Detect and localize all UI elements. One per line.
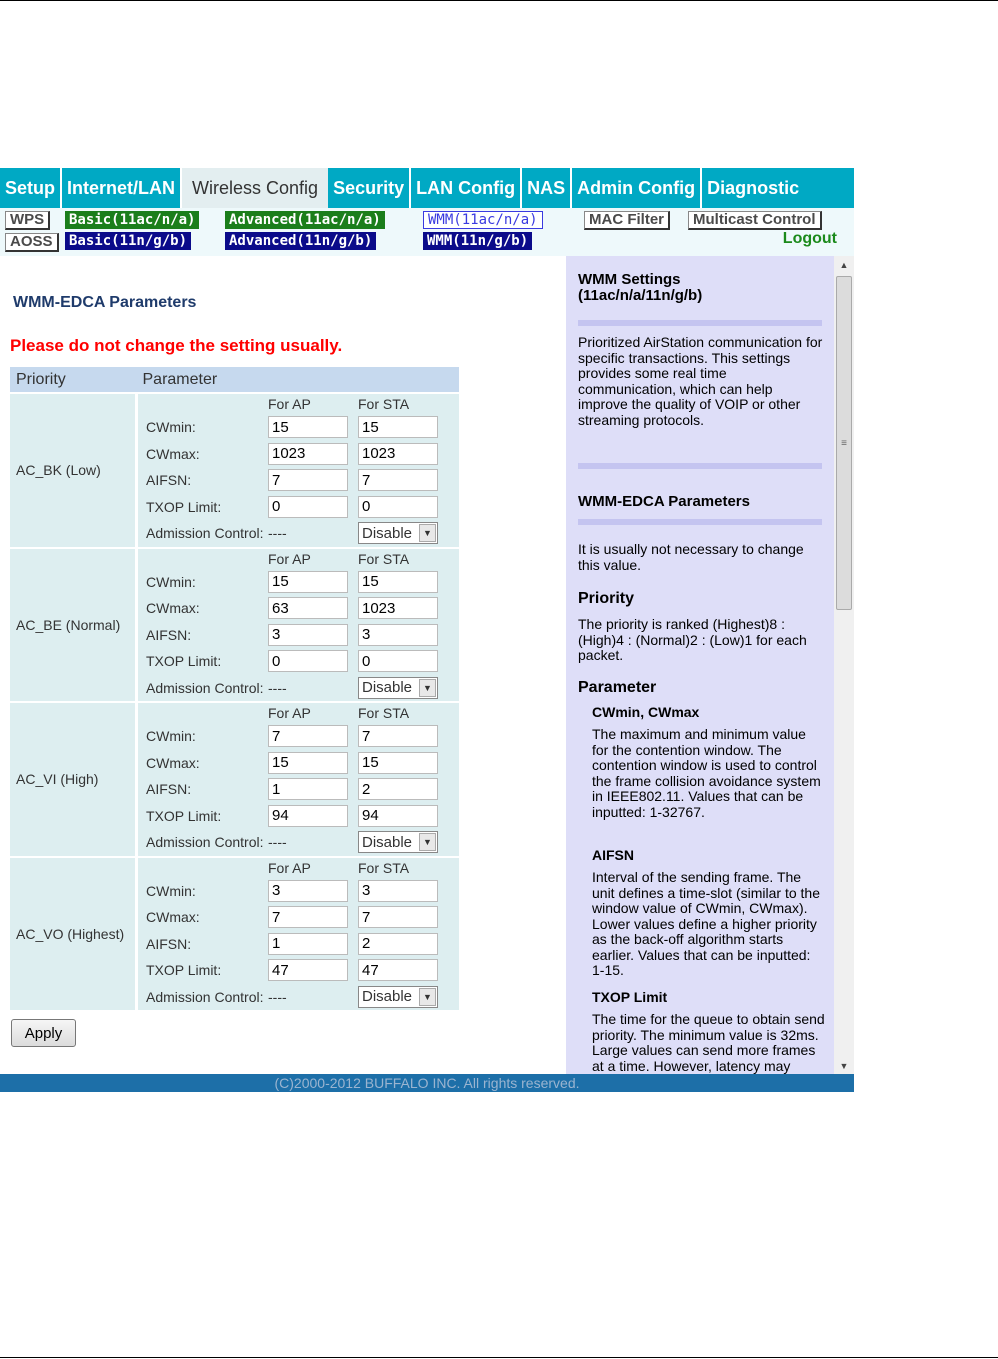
tab-internet-lan[interactable]: Internet/LAN [62,168,182,208]
admission-label: Admission Control: [146,525,264,542]
parameter-grid [138,549,459,702]
aifsn-label: AIFSN: [146,626,192,643]
admission-select[interactable] [358,522,438,544]
header-priority: Priority [10,367,137,393]
apply-button[interactable]: Apply [11,1019,76,1047]
parameter-grid [138,394,459,547]
priority-row [10,393,459,548]
cwmin-ap-input[interactable] [268,416,348,438]
help-aifsn-text: Interval of the sending frame. The unit defines a time-slot (similar to the window value of CWmin, CWmax). Lower values define a higher priority as the back-off algorithm starts earlier. Values that can be inputted: 1-15. [592,869,820,978]
aifsn-sta-input[interactable] [358,469,438,491]
admission-select-value: Disable [362,833,413,851]
subtab-basic-n-label: Basic(11n/g/b) [69,233,188,249]
subtab-wmm-n-label: WMM(11n/g/b) [427,233,529,249]
subtab-basic-n[interactable] [65,232,191,250]
cwmin-label: CWmin: [146,419,196,436]
txop-ap-input[interactable] [268,496,348,518]
parameter-grid [138,703,459,856]
cwmin-ap-input[interactable] [268,725,348,747]
parameter-cell [137,548,460,703]
scroll-up-icon[interactable]: ▲ [839,259,849,270]
txop-label: TXOP Limit: [146,498,222,515]
cwmin-sta-input[interactable] [358,416,438,438]
help-priority-title: Priority [578,590,635,607]
for-ap-label: For AP [268,705,311,721]
help-scrollbar[interactable] [834,256,854,1074]
warning-text: Please do not change the setting usually. [10,336,343,355]
for-ap-label: For AP [268,396,311,412]
subtab-basic-ac-label: Basic(11ac/n/a) [69,212,196,228]
cwmin-ap-input[interactable] [268,571,348,593]
aifsn-sta-input[interactable] [358,624,438,646]
parameter-cell [137,702,460,857]
admission-select[interactable] [358,986,438,1008]
help-title-line1: WMM Settings [578,271,681,288]
admission-ap-value: ---- [268,988,287,1005]
sub-nav [0,208,854,256]
admission-ap-value: ---- [268,834,287,851]
cwmax-ap-input[interactable] [268,752,348,774]
admission-label: Admission Control: [146,834,264,851]
help-divider [578,463,822,469]
admission-select-value: Disable [362,524,413,542]
cwmax-ap-input[interactable] [268,443,348,465]
priority-name: AC_VO (Highest) [10,857,137,1012]
priority-row [10,857,459,1012]
cwmax-sta-input[interactable] [358,597,438,619]
admission-label: Admission Control: [146,988,264,1005]
dropdown-arrow-icon[interactable]: ▼ [419,988,436,1006]
for-sta-label: For STA [358,396,410,412]
aifsn-sta-input[interactable] [358,778,438,800]
help-title-line2: (11ac/n/a/11n/g/b) [578,287,703,304]
subtab-advanced-ac[interactable] [225,211,385,229]
cwmax-ap-input[interactable] [268,906,348,928]
admission-ap-value: ---- [268,679,287,696]
txop-label: TXOP Limit: [146,962,222,979]
for-sta-label: For STA [358,550,410,567]
help-pane [566,256,834,1074]
admission-select[interactable] [358,831,438,853]
cwmax-sta-input[interactable] [358,443,438,465]
logout-link[interactable]: Logout [782,230,837,247]
parameter-cell [137,857,460,1012]
priority-row [10,702,459,857]
header-parameter: Parameter [137,367,460,393]
help-intro: Prioritized AirStation communication for specific transactions. This settings provides some real time communication, which can help improve the quality of VOIP or other streaming protocols. [578,334,823,428]
subtab-aoss[interactable]: AOSS [5,233,59,252]
tab-nas[interactable]: NAS [522,168,572,208]
scroll-down-icon[interactable]: ▼ [839,1060,849,1071]
subtab-mac-filter[interactable]: MAC Filter [584,211,670,230]
txop-label: TXOP Limit: [146,807,222,824]
help-txop-text: The time for the queue to obtain send priority. The minimum value is 32ms. Large values can send more frames at a time. However, latency may [592,1011,825,1074]
priority-row [10,548,459,703]
cwmax-sta-input[interactable] [358,752,438,774]
blank-label [138,703,268,723]
cwmin-ap-input[interactable] [268,880,348,902]
txop-label: TXOP Limit: [146,653,222,670]
dropdown-arrow-icon[interactable]: ▼ [419,833,436,851]
aifsn-label: AIFSN: [146,472,192,489]
cwmax-label: CWmax: [146,754,200,771]
blank-label [138,858,268,878]
txop-ap-input[interactable] [268,805,348,827]
cwmax-label: CWmax: [146,909,200,926]
blank-label [138,394,268,414]
subtab-wmm-ac[interactable] [423,211,543,229]
txop-ap-input[interactable] [268,650,348,672]
cwmin-label: CWmin: [146,728,196,745]
admission-select[interactable] [358,677,438,699]
wmm-edca-table [10,367,459,1012]
txop-sta-input[interactable] [358,959,438,981]
priority-name: AC_BK (Low) [10,393,137,548]
cwmin-sta-input[interactable] [358,880,438,902]
help-aifsn-title: AIFSN [592,847,634,863]
router-admin-window [0,168,854,1092]
for-sta-label: For STA [358,705,410,721]
subtab-advanced-n[interactable] [225,232,376,250]
txop-sta-input[interactable] [358,650,438,672]
parameter-grid [138,858,459,1011]
parameter-cell [137,393,460,548]
cwmax-label: CWmax: [146,600,200,617]
blank-label [138,549,268,569]
txop-ap-input[interactable] [268,959,348,981]
dropdown-arrow-icon[interactable]: ▼ [419,524,436,542]
page-bottom-rule [0,1357,998,1358]
help-divider [578,320,822,326]
subtab-wps[interactable]: WPS [5,211,50,230]
for-sta-label: For STA [358,859,410,876]
aifsn-sta-input[interactable] [358,933,438,955]
footer-copyright: (C)2000-2012 BUFFALO INC. All rights reserved. [0,1074,854,1092]
help-edca-text: It is usually not necessary to change this value. [578,541,804,573]
subtab-advanced-n-label: Advanced(11n/g/b) [229,233,373,249]
admission-select-value: Disable [362,679,413,697]
aifsn-label: AIFSN: [146,935,192,952]
aifsn-ap-input[interactable] [268,933,348,955]
admission-select-value: Disable [362,988,413,1006]
tab-diagnostic[interactable]: Diagnostic [707,177,800,198]
subtab-wmm-ac-label: WMM(11ac/n/a) [428,212,538,228]
page-top-rule [0,0,998,1]
section-title: WMM-EDCA Parameters [13,294,197,311]
cwmin-label: CWmin: [146,573,196,590]
cwmin-label: CWmin: [146,882,196,899]
admission-label: Admission Control: [146,679,264,696]
aifsn-ap-input[interactable] [268,778,348,800]
aifsn-ap-input[interactable] [268,469,348,491]
tab-lan-config[interactable]: LAN Config [411,168,522,208]
dropdown-arrow-icon[interactable]: ▼ [419,679,436,697]
tab-wireless-config[interactable]: Wireless Config [182,168,328,208]
help-txop-title: TXOP Limit [592,989,668,1005]
help-divider [578,519,822,525]
help-priority-text: The priority is ranked (Highest)8 : (High)4 : (Normal)2 : (Low)1 for each packet. [578,616,807,663]
aifsn-ap-input[interactable] [268,624,348,646]
help-parameter-title: Parameter [578,679,657,696]
cwmin-sta-input[interactable] [358,571,438,593]
help-cw-title: CWmin, CWmax [592,704,700,720]
txop-sta-input[interactable] [358,496,438,518]
priority-name: AC_BE (Normal) [10,548,137,703]
tab-setup[interactable]: Setup [0,168,62,208]
admission-ap-value: ---- [268,525,287,542]
txop-sta-input[interactable] [358,805,438,827]
tab-admin-config[interactable]: Admin Config [572,168,702,208]
for-ap-label: For AP [268,859,311,876]
for-ap-label: For AP [268,550,311,567]
top-nav [0,168,854,208]
help-cw-text: The maximum and minimum value for the contention window. The contention window is used to control the frame collision avoidance system in IEEE802.11. Values that can be inputted: 1-32767. [592,726,821,820]
cwmin-sta-input[interactable] [358,725,438,747]
subtab-basic-ac[interactable] [65,211,199,229]
scroll-thumb[interactable]: ≡ [836,276,852,610]
main-content [0,256,565,1074]
aifsn-label: AIFSN: [146,781,192,798]
cwmax-ap-input[interactable] [268,597,348,619]
subtab-advanced-ac-label: Advanced(11ac/n/a) [229,212,381,228]
tab-security[interactable]: Security [328,168,411,208]
cwmax-sta-input[interactable] [358,906,438,928]
priority-name: AC_VI (High) [10,702,137,857]
help-edca-title: WMM-EDCA Parameters [578,493,750,510]
subtab-wmm-n[interactable] [423,232,532,250]
subtab-multicast-control[interactable]: Multicast Control [688,211,822,230]
cwmax-label: CWmax: [146,445,200,462]
